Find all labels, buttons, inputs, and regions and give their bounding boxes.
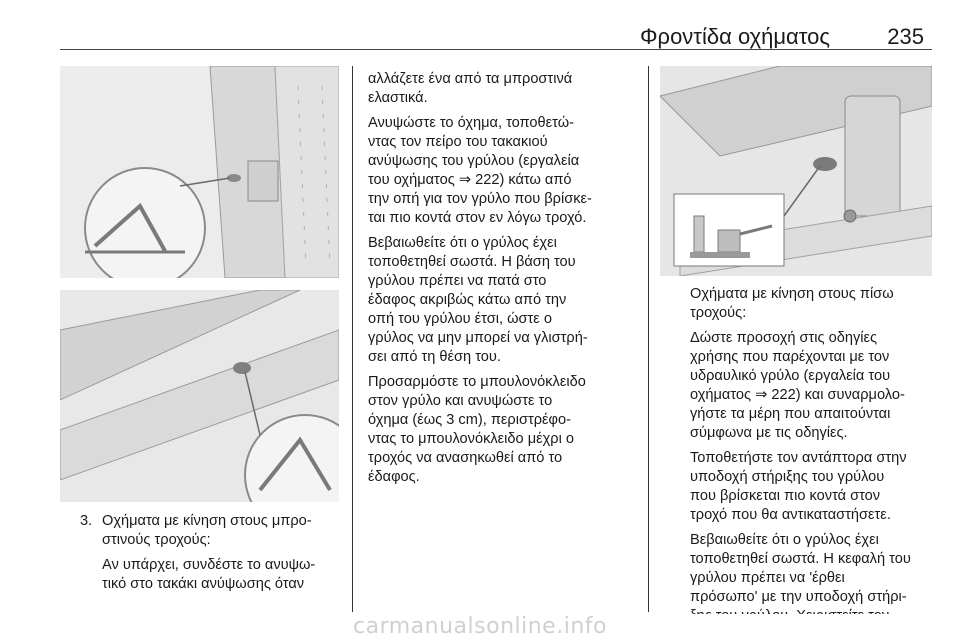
item-paragraph bbox=[102, 556, 346, 594]
text-line: σει από τη θέση του. bbox=[368, 349, 501, 365]
text-line: υδραυλικό γρύλο (εργαλεία του bbox=[690, 368, 891, 384]
text-line: γρύλου πρέπει να 'έρθει bbox=[690, 570, 845, 586]
text-line: ται πιο κοντά στον εν λόγω τροχό. bbox=[368, 210, 587, 226]
text-line: τροχός να ανασηκωθεί από το bbox=[368, 450, 563, 466]
page-title: Φροντίδα οχήματος bbox=[640, 24, 830, 49]
text-line: ντας το μπουλονόκλειδο μέχρι ο bbox=[368, 431, 575, 447]
text-line: Τοποθετήστε τον αντάπτορα στην bbox=[690, 450, 907, 466]
text-line: Οχήματα με κίνηση στους μπρο- bbox=[102, 513, 312, 529]
paragraph bbox=[368, 373, 642, 487]
figure-rear-hydraulic-jack bbox=[660, 66, 932, 276]
text-line: οπή του γρύλου έτσι, ώστε ο bbox=[368, 311, 552, 327]
text-line: αλλάζετε ένα από τα μπροστινά bbox=[368, 71, 573, 87]
text-line: χρήσης που παρέχονται με τον bbox=[690, 349, 890, 365]
text-line: τικό στο τακάκι ανύψωσης όταν bbox=[102, 576, 305, 592]
watermark-text: carmanualsonline.info bbox=[353, 614, 607, 639]
middle-column-text bbox=[368, 70, 642, 493]
text-line: Δώστε προσοχή στις οδηγίες bbox=[690, 330, 878, 346]
column-divider-left bbox=[352, 66, 353, 612]
illustration-jack-under-axle bbox=[60, 290, 339, 502]
text-line: οχήματος ⇒ 222) και συναρμολο- bbox=[690, 387, 905, 403]
text-line: έδαφος ακριβώς κάτω από την bbox=[368, 292, 567, 308]
text-line: Ανυψώστε το όχημα, τοποθετώ- bbox=[368, 115, 574, 131]
text-line: ελαστικά. bbox=[368, 90, 428, 106]
text-line: γήστε τα μέρη που απαιτούνται bbox=[690, 406, 891, 422]
numbered-item-3 bbox=[80, 512, 346, 594]
paragraph bbox=[368, 234, 642, 367]
text-line: του οχήματος ⇒ 222) κάτω από bbox=[368, 172, 572, 188]
text-line: ντας τον πείρο του τακακιού bbox=[368, 134, 548, 150]
illustration-jack-under-sill bbox=[60, 66, 339, 278]
text-line: στινούς τροχούς: bbox=[102, 532, 211, 548]
text-line: όχημα (έως 3 cm), περιστρέφο- bbox=[368, 412, 571, 428]
page-header bbox=[60, 24, 932, 50]
text-line: στον γρύλο και ανυψώστε το bbox=[368, 393, 553, 409]
figure-front-jack-point-2 bbox=[60, 290, 339, 502]
text-line: πρόσωπο' με την υποδοχή στήρι- bbox=[690, 589, 907, 605]
figure-front-jack-point-1 bbox=[60, 66, 339, 278]
text-line: τοποθετηθεί σωστά. Η βάση του bbox=[368, 254, 576, 270]
text-line: γρύλος να μην μπορεί να γλιστρή- bbox=[368, 330, 588, 346]
illustration-hydraulic-jack-point bbox=[660, 66, 932, 276]
paragraph bbox=[690, 285, 940, 323]
paragraph bbox=[368, 114, 642, 228]
paragraph bbox=[690, 531, 940, 626]
paragraph bbox=[690, 329, 940, 443]
text-line: υποδοχή στήριξης του γρύλου bbox=[690, 469, 885, 485]
text-line: τοποθετηθεί σωστά. Η κεφαλή του bbox=[690, 551, 911, 567]
text-line: γρύλου πρέπει να πατά στο bbox=[368, 273, 547, 289]
text-line: Οχήματα με κίνηση στους πίσω bbox=[690, 286, 894, 302]
text-line: σύμφωνα με τις οδηγίες. bbox=[690, 425, 848, 441]
text-line: ανύψωσης του γρύλου (εργαλεία bbox=[368, 153, 580, 169]
text-line: έδαφος. bbox=[368, 469, 420, 485]
page-number: 235 bbox=[887, 24, 924, 49]
text-line: Αν υπάρχει, συνδέστε το ανυψω- bbox=[102, 557, 316, 573]
paragraph bbox=[368, 70, 642, 108]
text-line: τροχό που θα αντικαταστήσετε. bbox=[690, 507, 891, 523]
left-column-text bbox=[80, 512, 346, 594]
item-number: 3. bbox=[80, 513, 93, 529]
text-line: Προσαρμόστε το μπουλονόκλειδο bbox=[368, 374, 586, 390]
header-rule bbox=[60, 49, 932, 50]
text-line: την οπή για τον γρύλο που βρίσκε- bbox=[368, 191, 592, 207]
text-line: Βεβαιωθείτε ότι ο γρύλος έχει bbox=[690, 532, 879, 548]
watermark-footer bbox=[0, 614, 960, 642]
item-heading bbox=[102, 512, 346, 550]
text-line: τροχούς: bbox=[690, 305, 747, 321]
text-line: που βρίσκεται πιο κοντά στον bbox=[690, 488, 881, 504]
text-line: Βεβαιωθείτε ότι ο γρύλος έχει bbox=[368, 235, 557, 251]
paragraph bbox=[690, 449, 940, 525]
right-column-text bbox=[690, 285, 940, 632]
column-divider-right bbox=[648, 66, 649, 612]
